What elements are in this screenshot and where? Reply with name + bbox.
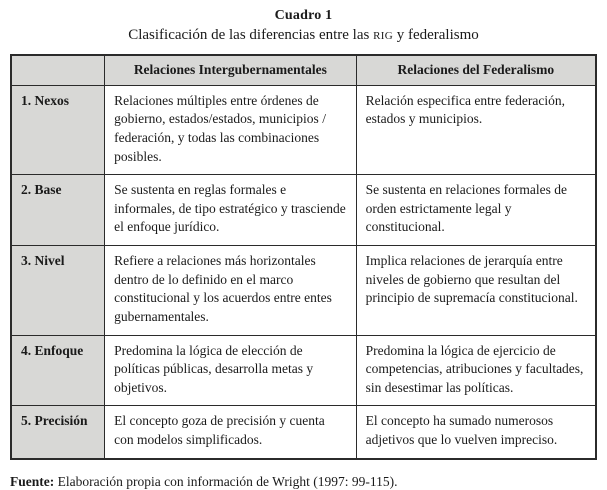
table-row [11, 246, 596, 336]
header-federalismo: Relaciones del Federalismo [356, 55, 596, 85]
cell-precision-fed: El concepto ha sumado numerosos adjetivos que lo vuelven impreciso. [356, 406, 596, 459]
cell-nivel-fed: Implica relaciones de jerarquía entre niveles de gobierno que resultan del principio de supremacía constitucional. [356, 246, 596, 336]
table-number: Cuadro 1 [274, 8, 333, 23]
table-title-after: y federalismo [392, 27, 479, 43]
header-row [11, 55, 596, 85]
table-row [11, 175, 596, 246]
header-rig: Relaciones Intergubernamentales [105, 55, 357, 85]
cell-nexos-rig: Relaciones múltiples entre órdenes de gobierno, estados/estados, municipios / federación, y todas las combinaciones posibles. [105, 85, 357, 175]
cell-precision-rig: El concepto goza de precisión y cuenta con modelos simplificados. [105, 406, 357, 459]
table-title [10, 27, 597, 44]
table-caption [10, 8, 597, 44]
row-label-base: 2. Base [11, 175, 105, 246]
source-note [10, 474, 597, 490]
cell-base-rig: Se sustenta en reglas formales e informales, de tipo estratégico y trasciende el enfoque jurídico. [105, 175, 357, 246]
row-label-precision: 5. Precisión [11, 406, 105, 459]
row-label-nexos: 1. Nexos [11, 85, 105, 175]
cell-base-fed: Se sustenta en relaciones formales de orden estrictamente legal y constitucional. [356, 175, 596, 246]
table-title-before: Clasificación de las diferencias entre las [128, 27, 374, 43]
source-text: Elaboración propia con información de Wright (1997: 99-115). [54, 473, 398, 489]
cell-enfoque-rig: Predomina la lógica de elección de políticas públicas, desarrolla metas y objetivos. [105, 335, 357, 406]
row-label-enfoque: 4. Enfoque [11, 335, 105, 406]
row-label-nivel: 3. Nivel [11, 246, 105, 336]
rig-acronym: rig [373, 27, 393, 43]
table-row [11, 406, 596, 459]
comparison-table [10, 54, 597, 460]
cell-nexos-fed: Relación especifica entre federación, estados y municipios. [356, 85, 596, 175]
table-row [11, 335, 596, 406]
header-empty [11, 55, 105, 85]
cell-nivel-rig: Refiere a relaciones más horizontales dentro de lo definido en el marco constitucional y los acuerdos entre entes gubernamentales. [105, 246, 357, 336]
cell-enfoque-fed: Predomina la lógica de ejercicio de competencias, atribuciones y facultades, sin desestimar las políticas. [356, 335, 596, 406]
table-row [11, 85, 596, 175]
source-label: Fuente: [10, 473, 55, 489]
